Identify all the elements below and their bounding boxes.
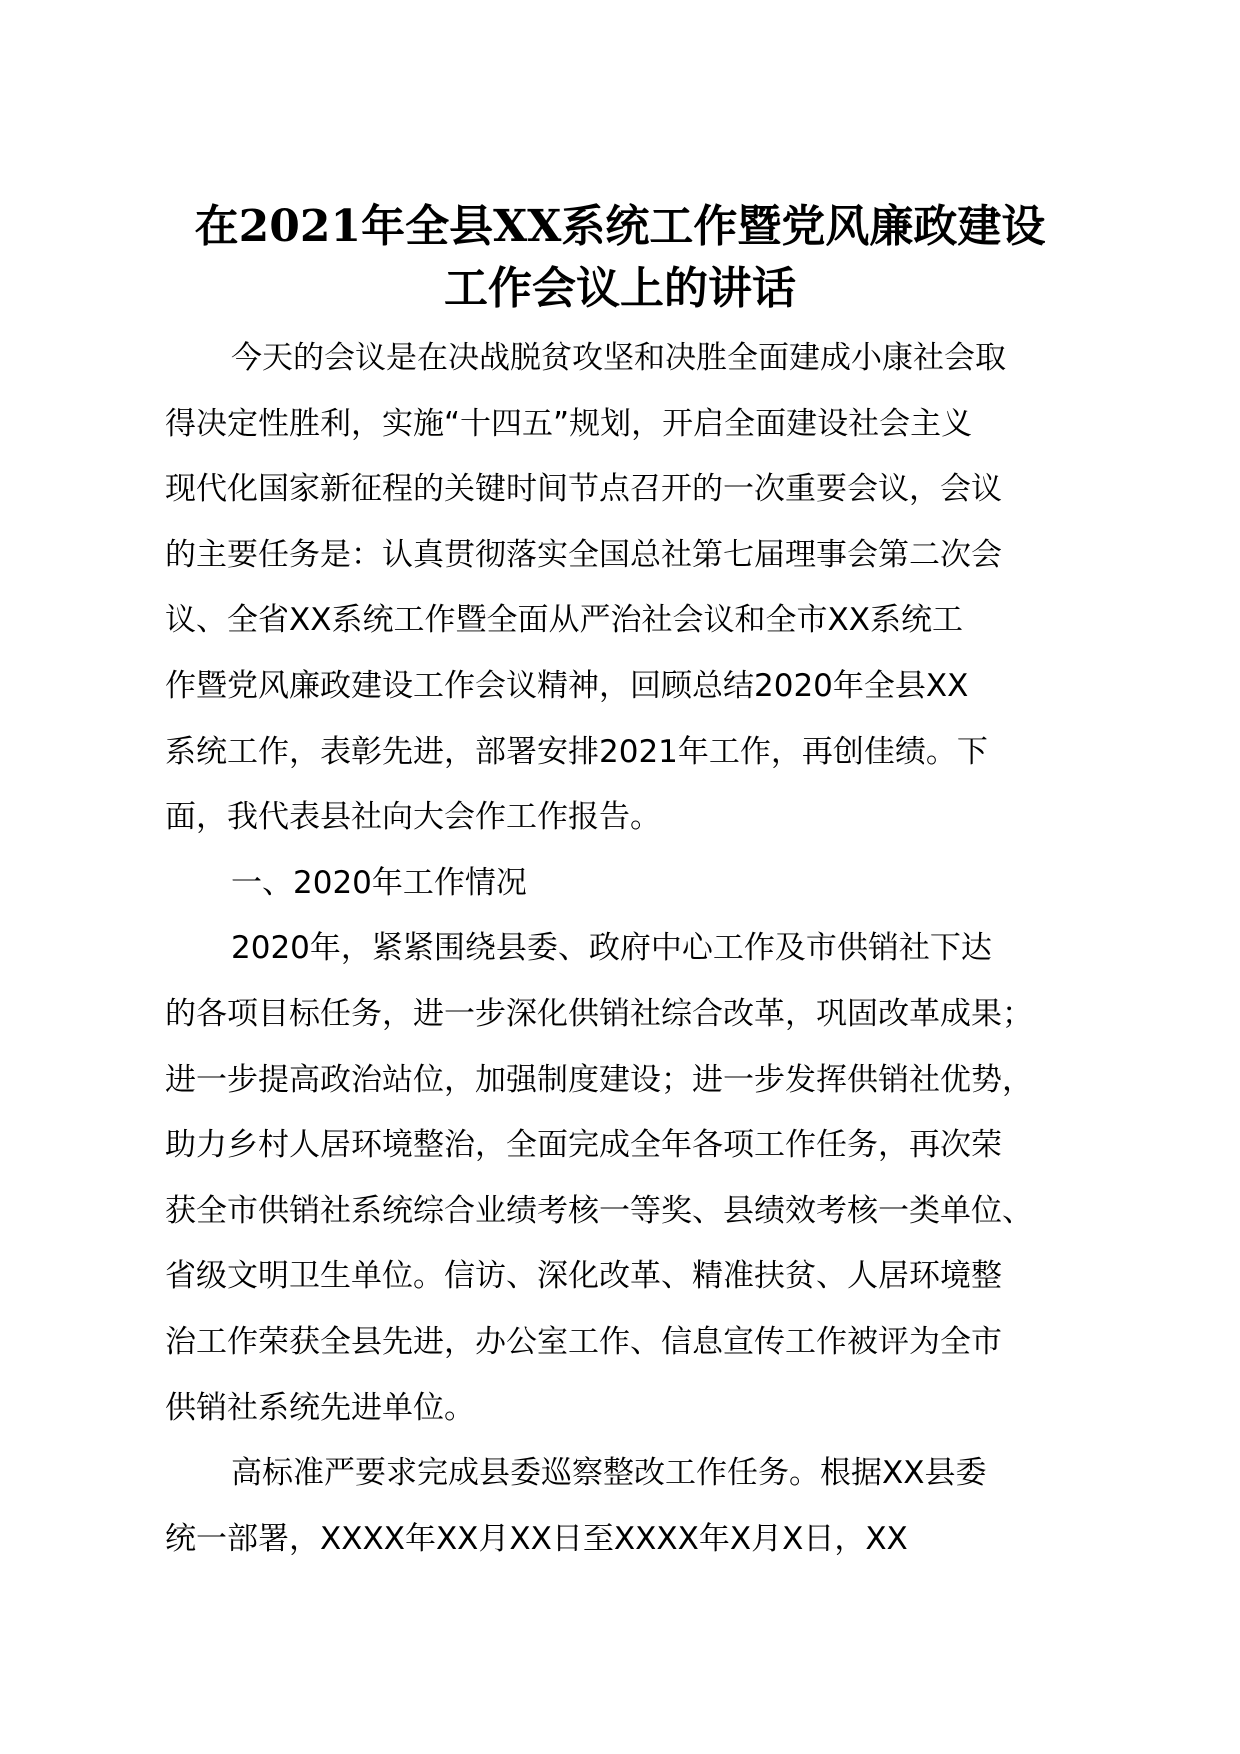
document-title-line-1: 在2021年全县XX系统工作暨党风廉政建设: [194, 201, 1046, 252]
paragraph-line: 面，我代表县社向大会作工作报告。: [165, 799, 661, 836]
paragraph-line: 的主要任务是：认真贯彻落实全国总社第七届理事会第二次会: [165, 536, 1002, 573]
document-body: [165, 326, 1085, 1572]
paragraph-line: 供销社系统先进单位。: [165, 1389, 475, 1426]
paragraph-line: 省级文明卫生单位。信访、深化改革、精准扶贫、人居环境整: [165, 1258, 1002, 1295]
paragraph-line: 的各项目标任务，进一步深化供销社综合改革，巩固改革成果；: [165, 995, 1033, 1032]
document-title-line-2: 工作会议上的讲话: [444, 263, 796, 314]
paragraph-line: 得决定性胜利，实施“十四五”规划，开启全面建设社会主义: [165, 405, 973, 442]
paragraph-line: 进一步提高政治站位，加强制度建设；进一步发挥供销社优势，: [165, 1061, 1033, 1098]
paragraph-line: 治工作荣获全县先进，办公室工作、信息宣传工作被评为全市: [165, 1323, 1002, 1360]
paragraph-line: 2020年，紧紧围绕县委、政府中心工作及市供销社下达: [231, 930, 992, 967]
paragraph-line: 高标准严要求完成县委巡察整改工作任务。根据XX县委: [231, 1455, 987, 1492]
paragraph-line: 系统工作，表彰先进，部署安排2021年工作，再创佳绩。下: [165, 733, 988, 770]
paragraph-line: 作暨党风廉政建设工作会议精神，回顾总结2020年全县XX: [165, 667, 969, 704]
section-heading: 一、2020年工作情况: [231, 864, 527, 901]
paragraph-line: 获全市供销社系统综合业绩考核一等奖、县绩效考核一类单位、: [165, 1192, 1033, 1229]
paragraph-line: 助力乡村人居环境整治，全面完成全年各项工作任务，再次荣: [165, 1127, 1002, 1164]
paragraph-line: 今天的会议是在决战脱贫攻坚和决胜全面建成小康社会取: [231, 340, 1006, 376]
paragraph-line: 统一部署，XXXX年XX月XX日至XXXX年X月X日，XX: [165, 1520, 908, 1557]
paragraph-line: 议、全省XX系统工作暨全面从严治社会议和全市XX系统工: [165, 602, 963, 639]
paragraph-line: 现代化国家新征程的关键时间节点召开的一次重要会议，会议: [165, 471, 1002, 508]
